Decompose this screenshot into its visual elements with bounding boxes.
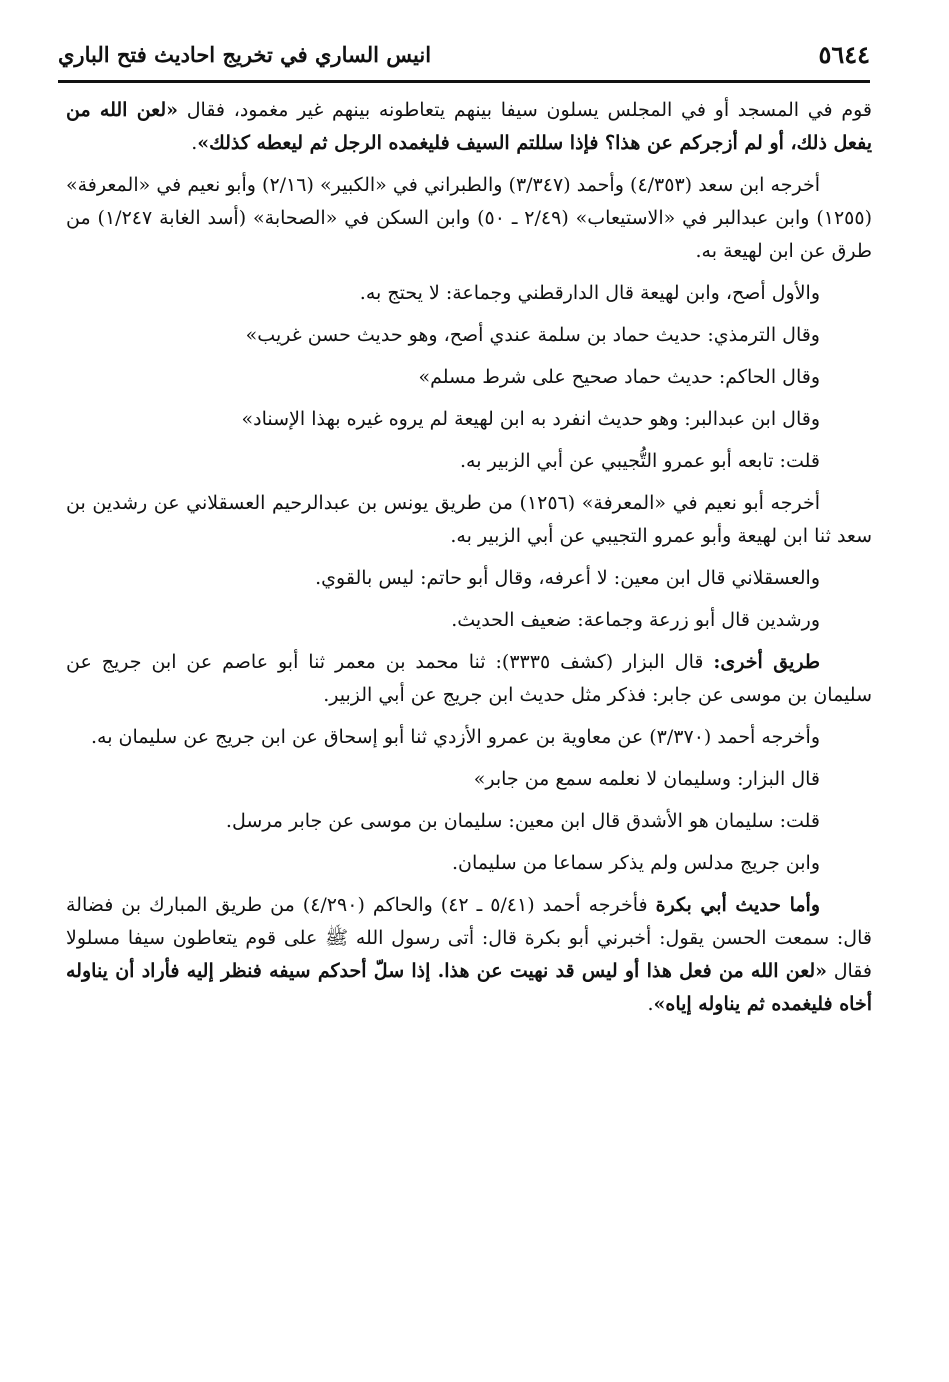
page-header (58, 38, 870, 78)
paragraph (66, 847, 872, 880)
paragraph (66, 646, 872, 712)
paragraph (66, 604, 872, 637)
paragraph (66, 721, 872, 754)
text-run: وقال ابن عبدالبر: وهو حديث انفرد به ابن لهيعة لم يروه غيره بهذا الإسناد» (241, 408, 820, 430)
text-run: وقال الحاكم: حديث حماد صحيح على شرط مسلم» (418, 366, 820, 388)
bold-text-run: وأما حديث أبي بكرة (655, 894, 820, 916)
text-run: وأخرجه أحمد (٣/٣٧٠) عن معاوية بن عمرو الأزدي ثنا أبو إسحاق عن ابن جريج عن سليمان به. (90, 726, 820, 748)
text-run: والأول أصح، وابن لهيعة قال الدارقطني وجماعة: لا يحتج به. (359, 282, 820, 304)
text-run: قال البزار (كشف ٣٣٣٥): ثنا محمد بن معمر ثنا أبو عاصم عن ابن جريج عن سليمان بن موسى عن جابر: فذكر مثل حديث ابن جريج عن أبي الزبير. (66, 651, 872, 706)
text-run: قلت: تابعه أبو عمرو التُّجيبي عن أبي الزبير به. (460, 450, 820, 472)
header-divider (58, 80, 870, 83)
paragraph (66, 319, 872, 352)
text-run: . (647, 993, 654, 1015)
bold-text-run: «لعن الله من يفعل ذلك، أو لم أزجركم عن هذا؟ فإذا سللتم السيف فليغمده الرجل ثم ليعطه كذلك» (66, 99, 872, 154)
paragraph (66, 487, 872, 553)
paragraph (66, 445, 872, 478)
text-run: قال البزار: وسليمان لا نعلمه سمع من جابر» (473, 768, 820, 790)
bold-text-run: طريق أخرى: (713, 651, 821, 673)
book-title: انيس الساري في تخريج احاديث فتح الباري (58, 42, 432, 67)
paragraph (66, 94, 872, 160)
paragraph (66, 277, 872, 310)
page-number: ٥٦٤٤ (818, 40, 870, 69)
text-run: وابن جريج مدلس ولم يذكر سماعا من سليمان. (452, 852, 820, 874)
text-run: والعسقلاني قال ابن معين: لا أعرفه، وقال أبو حاتم: ليس بالقوي. (315, 567, 820, 589)
paragraph (66, 169, 872, 268)
paragraph (66, 889, 872, 1021)
bold-text-run: «لعن الله من فعل هذا أو ليس قد نهيت عن هذا. إذا سلّ أحدكم سيفه فنظر إليه فأراد أن يناوله أخاه فليغمده ثم يناوله إياه» (66, 960, 872, 1015)
text-run: فأخرجه أحمد (٥/٤١ ـ ٤٢) والحاكم (٤/٢٩٠) من طريق المبارك بن فضالة قال: سمعت الحسن يقول: أخبرني أبو بكرة قال: أتى رسول الله ﷺ على قوم يتعاطون سيفا مسلولا فقال (66, 894, 872, 982)
paragraph (66, 562, 872, 595)
text-run: وقال الترمذي: حديث حماد بن سلمة عندي أصح، وهو حديث حسن غريب» (245, 324, 820, 346)
text-run: ورشدين قال أبو زرعة وجماعة: ضعيف الحديث. (451, 609, 820, 631)
paragraph (66, 403, 872, 436)
paragraph (66, 361, 872, 394)
paragraph (66, 805, 872, 838)
paragraph (66, 763, 872, 796)
body-text (66, 94, 872, 1344)
text-run: قلت: سليمان هو الأشدق قال ابن معين: سليمان بن موسى عن جابر مرسل. (225, 810, 820, 832)
text-run: أخرجه أبو نعيم في «المعرفة» (١٢٥٦) من طريق يونس بن عبدالرحيم العسقلاني عن رشدين بن سعد ثنا ابن لهيعة وأبو عمرو التجيبي عن أبي الزبير به. (66, 492, 872, 547)
text-run: . (191, 132, 198, 154)
text-run: قوم في المسجد أو في المجلس يسلون سيفا بينهم يتعاطونه بينهم غير مغمود، فقال (178, 99, 872, 121)
text-run: أخرجه ابن سعد (٤/٣٥٣) وأحمد (٣/٣٤٧) والطبراني في «الكبير» (٢/١٦) وأبو نعيم في «المعرفة» (١٢٥٥) وابن عبدالبر في «الاستيعاب» (٢/٤٩ ـ ٥٠) وابن السكن في «الصحابة» (أسد الغابة ١/٢٤٧) من طرق عن ابن لهيعة به. (66, 174, 872, 262)
